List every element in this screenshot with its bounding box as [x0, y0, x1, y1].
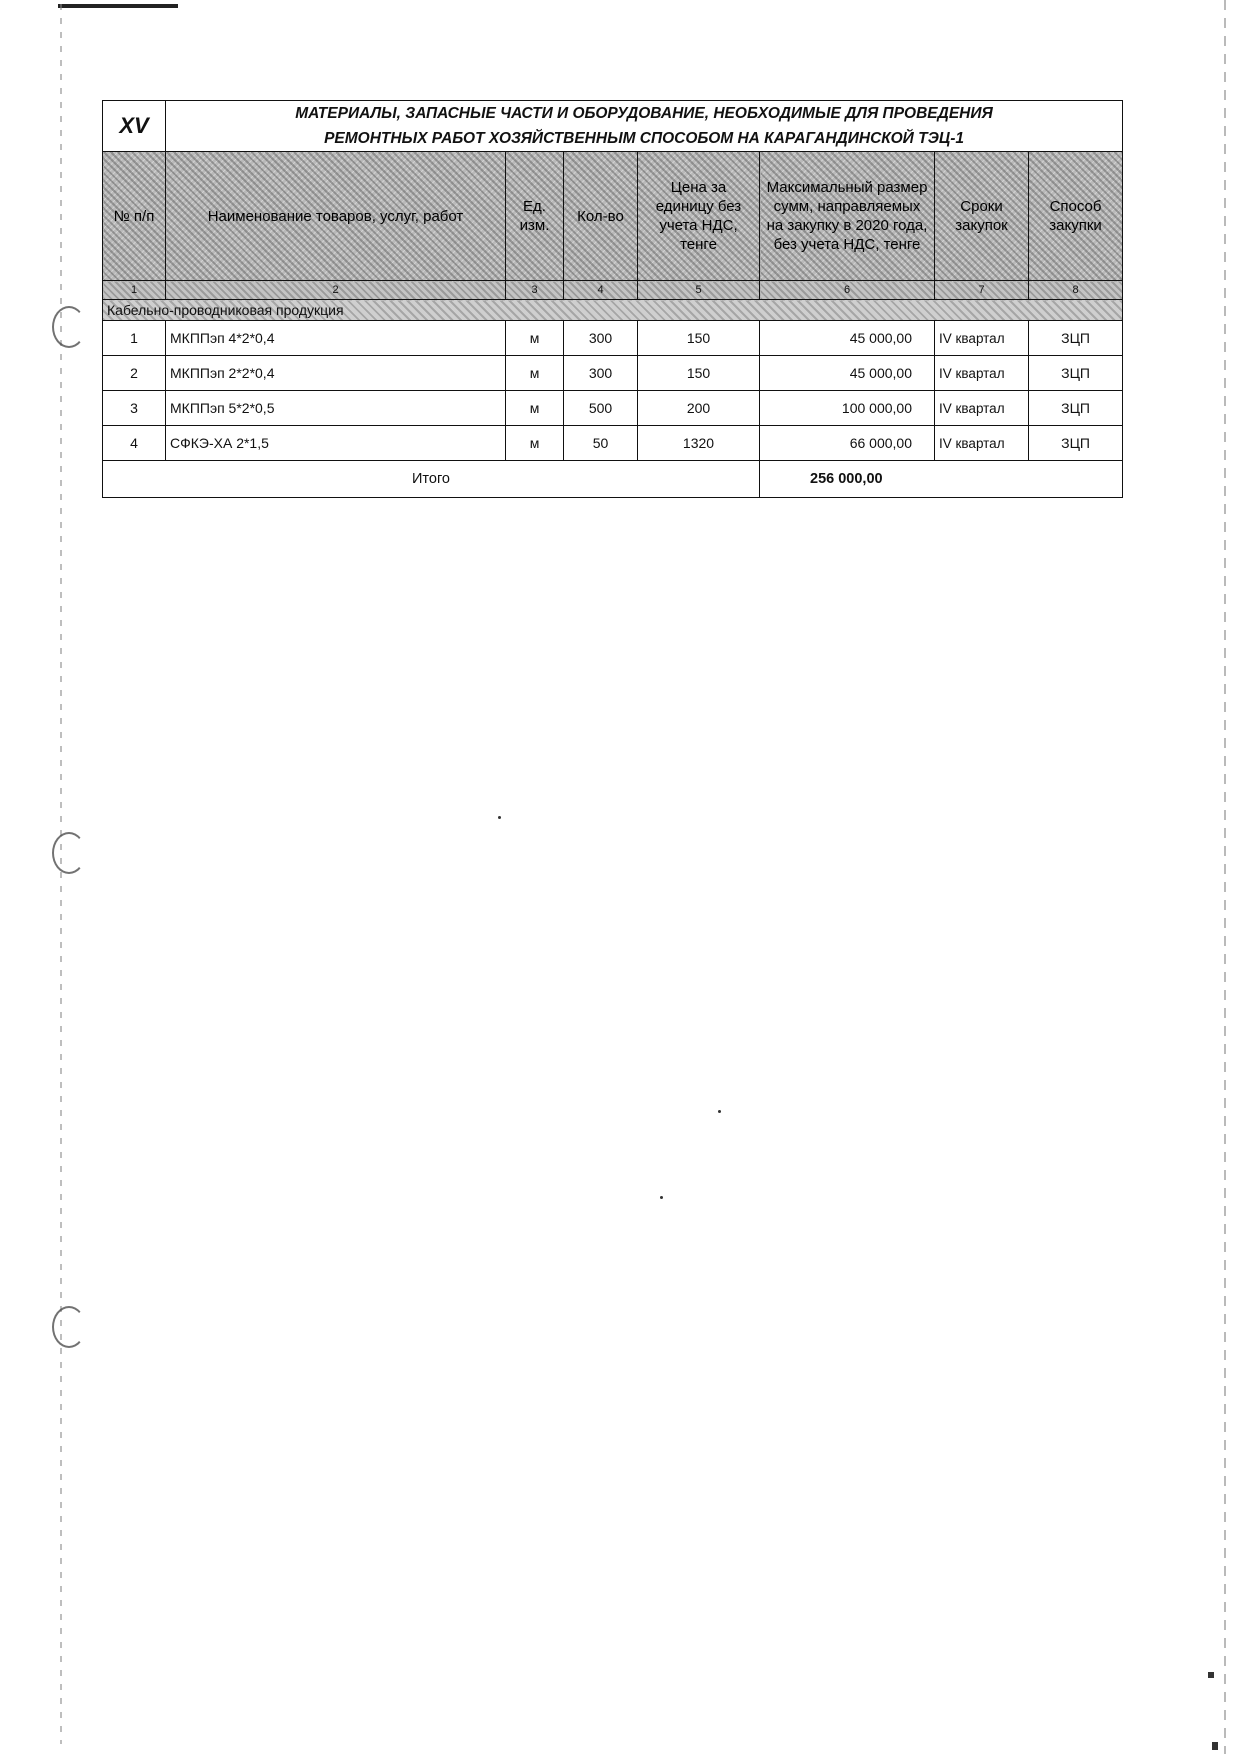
column-index-cell: 5	[638, 281, 760, 300]
header-method: Способ закупки	[1029, 152, 1123, 281]
header-price: Цена за единицу без учета НДС, тенге	[638, 152, 760, 281]
cell-name: МКППэп 5*2*0,5	[166, 391, 506, 426]
table-title-line-2: РЕМОНТНЫХ РАБОТ ХОЗЯЙСТВЕННЫМ СПОСОБОМ НА КАРАГАНДИНСКОЙ ТЭЦ-1	[324, 130, 965, 147]
column-index-cell: 3	[506, 281, 564, 300]
header-sum: Максимальный размер сумм, направляемых на закупку в 2020 года, без учета НДС, тенге	[760, 152, 935, 281]
table-row	[103, 391, 1123, 426]
scan-speck	[660, 1196, 663, 1199]
scan-edge-top	[58, 4, 178, 8]
header-term: Сроки закупок	[935, 152, 1029, 281]
cell-sum: 66 000,00	[760, 426, 935, 461]
cell-price: 200	[638, 391, 760, 426]
total-row	[103, 461, 1123, 498]
table-title-row	[103, 101, 1123, 152]
cell-qty: 300	[564, 321, 638, 356]
table-row	[103, 426, 1123, 461]
column-index-cell: 4	[564, 281, 638, 300]
cell-sum: 45 000,00	[760, 321, 935, 356]
cell-unit: м	[506, 356, 564, 391]
cell-method: ЗЦП	[1029, 321, 1123, 356]
cell-name: СФКЭ-ХА 2*1,5	[166, 426, 506, 461]
scan-speck	[1208, 1672, 1214, 1678]
punch-hole-mark	[52, 1306, 86, 1348]
header-unit: Ед. изм.	[506, 152, 564, 281]
cell-term: IV квартал	[935, 391, 1029, 426]
header-num: № п/п	[103, 152, 166, 281]
total-value: 256 000,00	[760, 461, 1123, 498]
cell-qty: 300	[564, 356, 638, 391]
cell-price: 150	[638, 356, 760, 391]
punch-hole-mark	[52, 306, 86, 348]
column-index-cell: 6	[760, 281, 935, 300]
cell-method: ЗЦП	[1029, 356, 1123, 391]
table-row	[103, 321, 1123, 356]
scan-speck	[498, 816, 501, 819]
cell-unit: м	[506, 321, 564, 356]
scan-speck	[1212, 1742, 1218, 1750]
scan-edge-left	[60, 4, 62, 1744]
header-qty: Кол-во	[564, 152, 638, 281]
cell-num: 1	[103, 321, 166, 356]
table-title	[166, 101, 1123, 152]
column-index-cell: 8	[1029, 281, 1123, 300]
total-label: Итого	[103, 461, 760, 498]
cell-qty: 500	[564, 391, 638, 426]
cell-term: IV квартал	[935, 426, 1029, 461]
cell-unit: м	[506, 426, 564, 461]
cell-sum: 45 000,00	[760, 356, 935, 391]
cell-term: IV квартал	[935, 321, 1029, 356]
scan-edge-right	[1224, 0, 1226, 1754]
table-title-line-1: МАТЕРИАЛЫ, ЗАПАСНЫЕ ЧАСТИ И ОБОРУДОВАНИЕ, НЕОБХОДИМЫЕ ДЛЯ ПРОВЕДЕНИЯ	[295, 105, 993, 122]
cell-name: МКППэп 2*2*0,4	[166, 356, 506, 391]
cell-term: IV квартал	[935, 356, 1029, 391]
section-number: XV	[103, 101, 166, 152]
cell-name: МКППэп 4*2*0,4	[166, 321, 506, 356]
cell-method: ЗЦП	[1029, 426, 1123, 461]
column-header-row	[103, 152, 1123, 281]
cell-num: 4	[103, 426, 166, 461]
column-index-row	[103, 281, 1123, 300]
scan-speck	[718, 1110, 721, 1113]
procurement-table	[102, 100, 1123, 498]
punch-hole-mark	[52, 832, 86, 874]
cell-num: 3	[103, 391, 166, 426]
header-name: Наименование товаров, услуг, работ	[166, 152, 506, 281]
cell-sum: 100 000,00	[760, 391, 935, 426]
cell-qty: 50	[564, 426, 638, 461]
column-index-cell: 2	[166, 281, 506, 300]
cell-num: 2	[103, 356, 166, 391]
cell-price: 150	[638, 321, 760, 356]
category-label: Кабельно-проводниковая продукция	[103, 300, 1123, 321]
category-row	[103, 300, 1123, 321]
table-row	[103, 356, 1123, 391]
cell-price: 1320	[638, 426, 760, 461]
cell-unit: м	[506, 391, 564, 426]
column-index-cell: 1	[103, 281, 166, 300]
column-index-cell: 7	[935, 281, 1029, 300]
cell-method: ЗЦП	[1029, 391, 1123, 426]
